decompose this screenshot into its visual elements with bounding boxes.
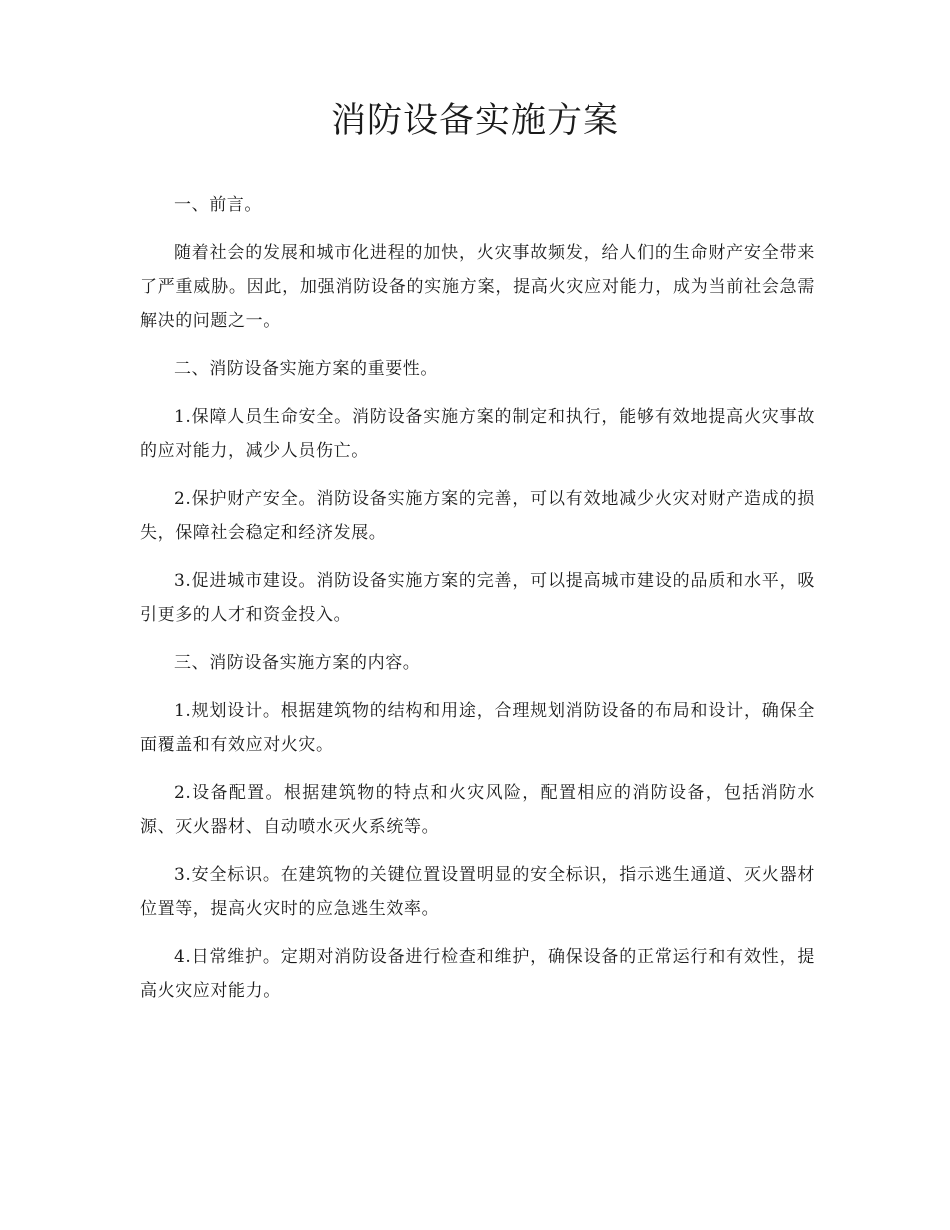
paragraph-content-4: 4.日常维护。定期对消防设备进行检查和维护，确保设备的正常运行和有效性，提高火灾应对能力。 — [140, 947, 815, 1001]
section-heading-content: 三、消防设备实施方案的内容。 — [174, 653, 421, 673]
section-heading-preface: 一、前言。 — [174, 195, 262, 215]
paragraph-importance-1: 1.保障人员生命安全。消防设备实施方案的制定和执行，能够有效地提高火灾事故的应对能力，减少人员伤亡。 — [140, 407, 815, 461]
paragraph-content-1: 1.规划设计。根据建筑物的结构和用途，合理规划消防设备的布局和设计，确保全面覆盖和有效应对火灾。 — [140, 701, 815, 755]
section-heading-importance: 二、消防设备实施方案的重要性。 — [174, 359, 438, 379]
paragraph-content-3: 3.安全标识。在建筑物的关键位置设置明显的安全标识，指示逃生通道、灭火器材位置等，提高火灾时的应急逃生效率。 — [140, 865, 815, 919]
paragraph-importance-3: 3.促进城市建设。消防设备实施方案的完善，可以提高城市建设的品质和水平，吸引更多的人才和资金投入。 — [140, 571, 815, 625]
paragraph-importance-2: 2.保护财产安全。消防设备实施方案的完善，可以有效地减少火灾对财产造成的损失，保障社会稳定和经济发展。 — [140, 489, 815, 543]
paragraph-content-2: 2.设备配置。根据建筑物的特点和火灾风险，配置相应的消防设备，包括消防水源、灭火器材、自动喷水灭火系统等。 — [140, 783, 815, 837]
paragraph-preface-body: 随着社会的发展和城市化进程的加快，火灾事故频发，给人们的生命财产安全带来了严重威胁。因此，加强消防设备的实施方案，提高火灾应对能力，成为当前社会急需解决的问题之一。 — [140, 243, 815, 331]
document-title: 消防设备实施方案 — [330, 101, 619, 141]
document-body — [140, 188, 815, 1022]
